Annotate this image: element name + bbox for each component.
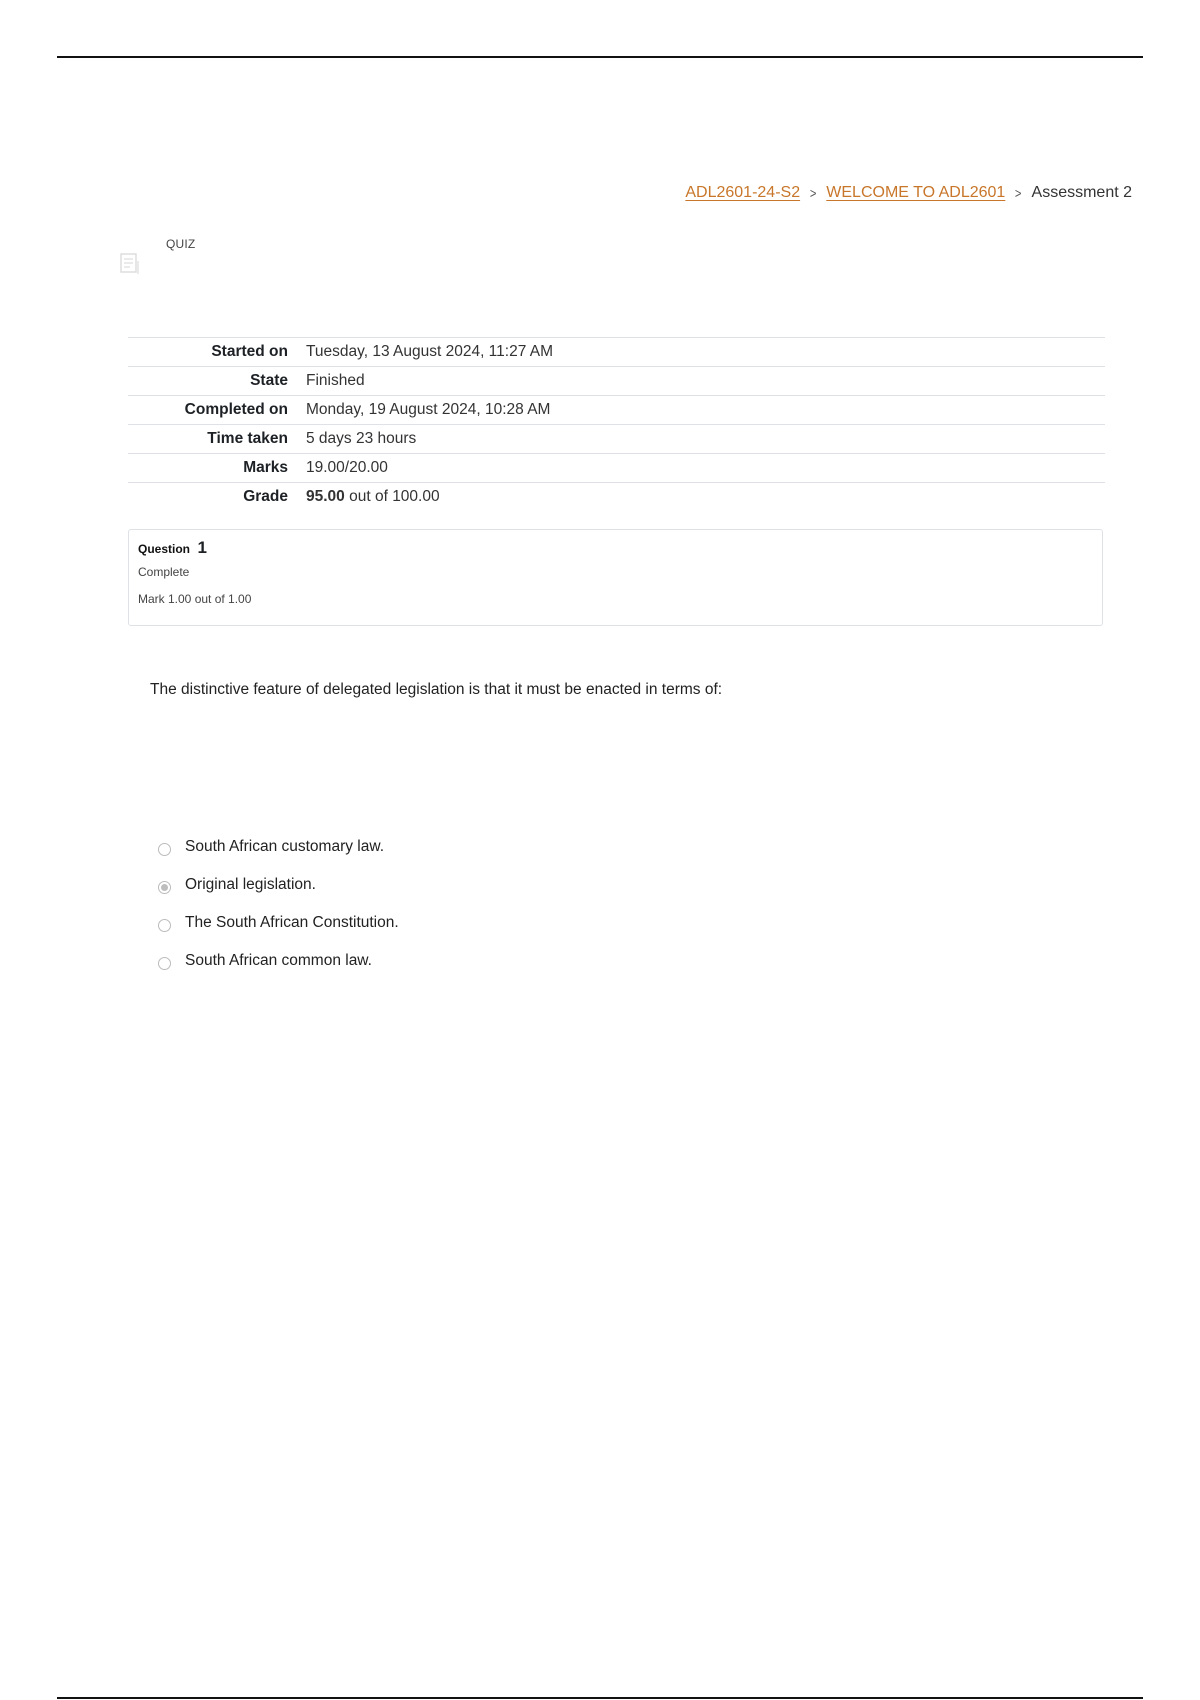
breadcrumb-section-link[interactable]: WELCOME TO ADL2601 <box>826 184 1006 201</box>
breadcrumb-separator-icon: > <box>809 185 817 201</box>
answer-option[interactable] <box>158 866 399 904</box>
breadcrumb-course-link[interactable]: ADL2601-24-S2 <box>685 184 801 201</box>
summary-row-grade <box>128 483 1105 512</box>
radio-button-selected[interactable] <box>158 881 171 894</box>
summary-row-started-on <box>128 338 1105 367</box>
summary-label: Time taken <box>207 430 288 447</box>
summary-row-completed-on <box>128 396 1105 425</box>
answer-label: Original legislation. <box>185 876 316 893</box>
summary-value: Tuesday, 13 August 2024, 11:27 AM <box>306 343 554 360</box>
bottom-rule <box>57 1697 1143 1699</box>
question-heading <box>138 538 1093 558</box>
activity-type-label: QUIZ <box>166 237 196 251</box>
answer-option[interactable] <box>158 904 399 942</box>
question-mark: Mark 1.00 out of 1.00 <box>138 592 252 606</box>
answer-label: South African common law. <box>185 952 372 969</box>
summary-label: Marks <box>243 459 288 476</box>
summary-label: Started on <box>211 343 288 360</box>
answer-option[interactable] <box>158 828 399 866</box>
top-rule <box>57 56 1143 58</box>
quiz-icon <box>120 253 140 275</box>
answer-option[interactable] <box>158 942 399 980</box>
summary-row-marks <box>128 454 1105 483</box>
summary-value: 19.00/20.00 <box>306 459 388 476</box>
question-number: 1 <box>197 538 207 557</box>
summary-label: Completed on <box>184 401 288 418</box>
summary-value: 5 days 23 hours <box>306 430 417 447</box>
answer-label: South African customary law. <box>185 838 385 855</box>
summary-value: Monday, 19 August 2024, 10:28 AM <box>306 401 551 418</box>
radio-button[interactable] <box>158 843 171 856</box>
question-heading-label: Question <box>138 542 191 556</box>
summary-value <box>302 483 1105 512</box>
radio-button[interactable] <box>158 957 171 970</box>
summary-label: Grade <box>243 488 288 505</box>
question-state: Complete <box>138 565 190 579</box>
answer-list <box>158 828 399 980</box>
answer-label: The South African Constitution. <box>185 914 399 931</box>
radio-dot-icon <box>161 884 168 891</box>
breadcrumb-separator-icon: > <box>1015 185 1022 201</box>
breadcrumb-current-page: Assessment 2 <box>1031 184 1132 201</box>
grade-out-of: out of 100.00 <box>344 488 440 505</box>
summary-row-state <box>128 367 1105 396</box>
breadcrumb <box>685 184 1132 202</box>
grade-score: 95.00 <box>306 488 345 505</box>
summary-label: State <box>250 372 288 389</box>
question-text: The distinctive feature of delegated legislation is that it must be enacted in terms of: <box>150 681 723 698</box>
question-info-box <box>128 529 1103 626</box>
summary-row-time-taken <box>128 425 1105 454</box>
summary-value: Finished <box>306 372 365 389</box>
attempt-summary-table <box>128 337 1105 511</box>
radio-button[interactable] <box>158 919 171 932</box>
